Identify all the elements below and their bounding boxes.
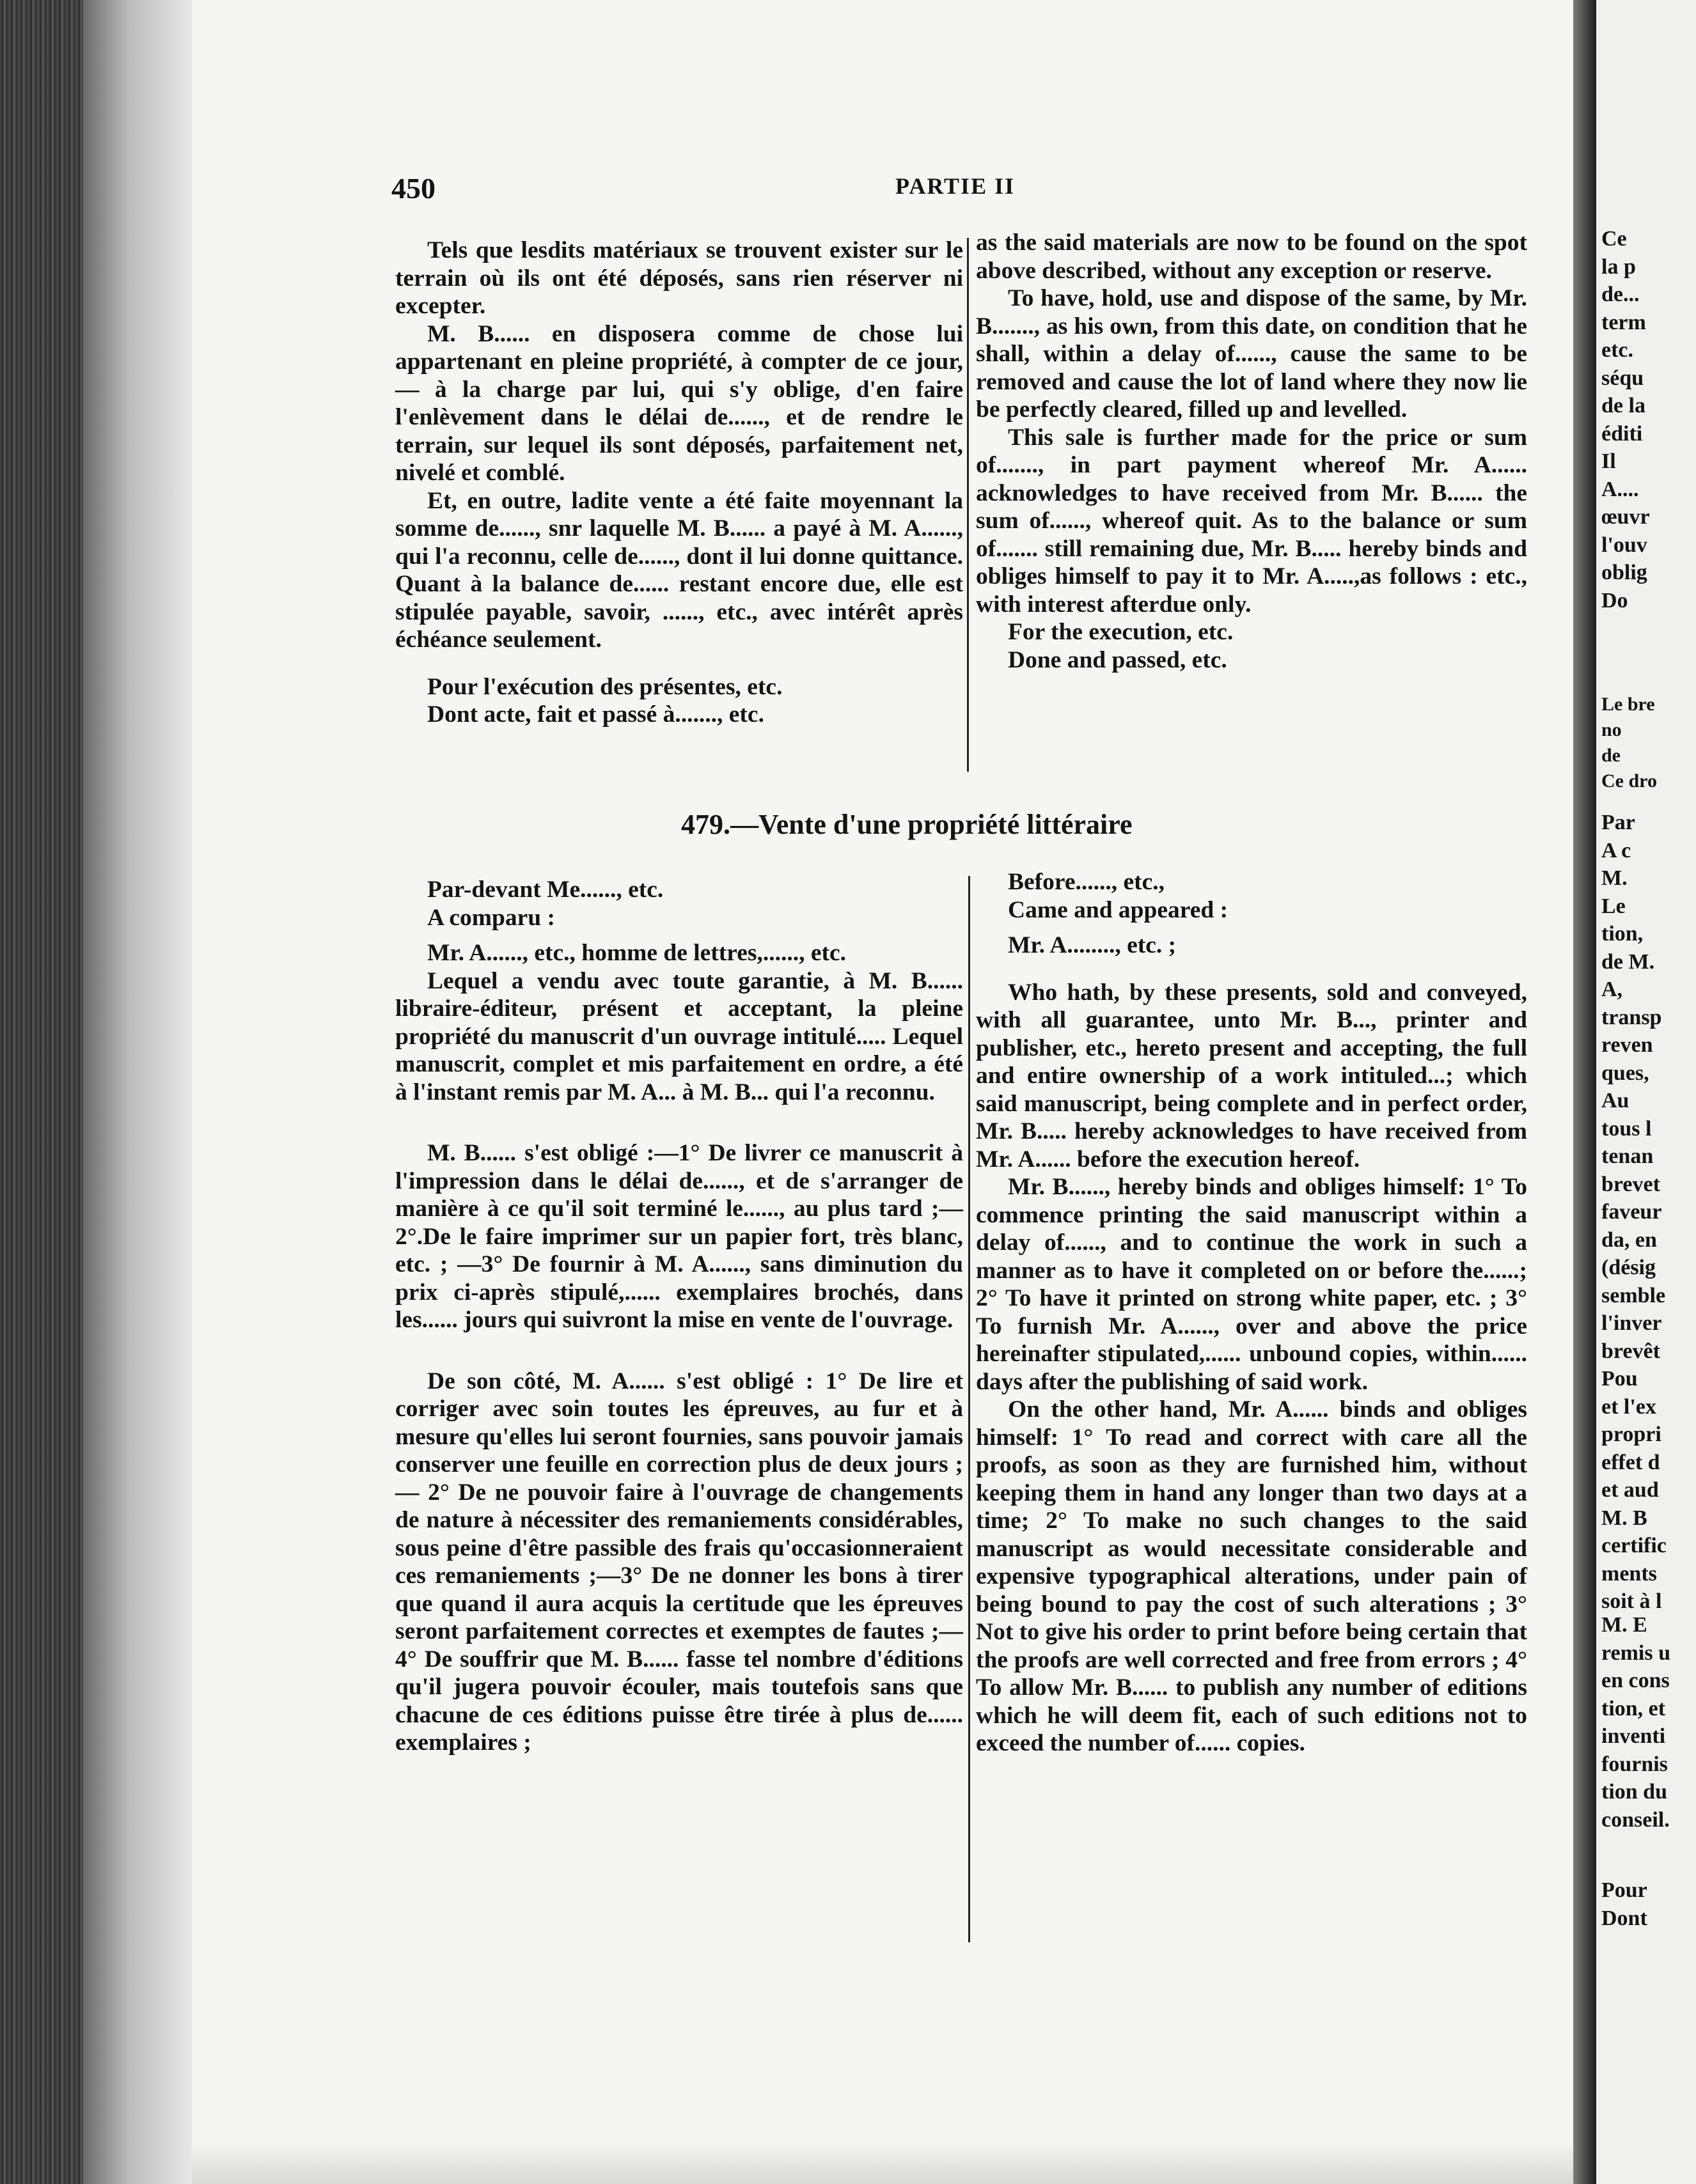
facing-page-line: Par xyxy=(1601,811,1635,834)
facing-page-line: da, en xyxy=(1601,1228,1657,1252)
materials-english-column xyxy=(976,229,1527,674)
facing-page-line: reven xyxy=(1601,1033,1653,1057)
facing-page-line: Ce dro xyxy=(1601,770,1657,792)
facing-page-line: etc. xyxy=(1601,338,1634,362)
book-page-edges xyxy=(0,0,83,2184)
facing-page-line: et l'ex xyxy=(1601,1394,1656,1419)
facing-page-line: M. xyxy=(1601,866,1628,890)
paragraph: De son côté, M. A...... s'est obligé : 1° De lire et corriger avec soin toutes les épreuves, au fur et à mesure qu'elles lui seront fournies, sans pouvoir jamais conserver une feuille en correction plus de deux jours ;— 2° De ne pouvoir faire à l'ouvrage de changements de nature à nécessiter des remaniements considérables, sous peine d'être passible des frais qu'occasionneraient ces remaniements ;—3° De ne donner les bons à tirer que quand il aura acquis la certitude que les épreuves seront parfaitement correctes et exemptes de fautes ;—4° De souffrir que M. B...... fasse tel nombre d'éditions qu'il jugera pouvoir écouler, mais toutefois sans que chacune de ces éditions puisse être tirée à plus de...... exemplaires ; xyxy=(395,1368,963,1756)
paragraph: A comparu : xyxy=(427,904,555,931)
facing-page-line: effet d xyxy=(1601,1450,1660,1474)
literary-english-column xyxy=(976,868,1527,1758)
facing-page-line: la p xyxy=(1601,254,1636,279)
paragraph: On the other hand, Mr. A...... binds and obliges himself: 1° To read and correct with care all the proofs, as soon as they are furnished him, without keeping them in hand any longer than two days at a time; 2° To make no such changes to the said manuscript as would necessitate considerable and expensive typographical alterations, under pain of being bound to pay the cost of such alterations ; 3° Not to give his order to print before being certain that the proofs are well corrected and free from errors ; 4° To allow Mr. B...... to publish any number of editions which he will deem fit, each of such editions not to exceed the number of...... copies. xyxy=(976,1396,1527,1756)
paragraph: Who hath, by these presents, sold and conveyed, with all guarantee, unto Mr. B..., printer and publisher, etc., hereto present and accepting, the full and entire ownership of a work intituled...; which said manuscript, being complete and in perfect order, Mr. B..... hereby acknowledges to have received from Mr. A...... before the execution hereof. xyxy=(976,979,1527,1173)
paragraph: Before......, etc., xyxy=(1008,869,1165,895)
paragraph: Mr. A......, etc., homme de lettres,......, etc. xyxy=(427,940,847,966)
materials-french-column xyxy=(395,237,963,729)
paragraph: Done and passed, etc. xyxy=(1008,646,1227,673)
facing-page-line: oblig xyxy=(1601,561,1647,584)
facing-page-line: ques, xyxy=(1601,1061,1649,1085)
facing-page-line: fournis xyxy=(1601,1752,1668,1776)
section-title: 479.—Vente d'une propriété littéraire xyxy=(681,809,1133,840)
facing-page-line: tion du xyxy=(1601,1780,1667,1804)
paragraph: Pour l'exécution des présentes, etc. xyxy=(427,673,783,700)
facing-page-line: (désig xyxy=(1601,1256,1656,1279)
facing-page-line: Au xyxy=(1601,1089,1629,1112)
facing-page-line: de... xyxy=(1601,283,1640,306)
paragraph: Lequel a vendu avec toute garantie, à M. B...... libraire-éditeur, présent et acceptant, la pleine propriété du manuscrit d'un ouvrage intitulé..... Lequel manuscrit, complet et mis parfaitement en ordre, a été à l'instant remis par M. A... à M. B... qui l'a reconnu. xyxy=(395,967,963,1105)
paragraph: M. B...... en disposera comme de chose lui appartenant en pleine propriété, à compter de ce jour, — à la charge par lui, qui s'y oblige, d'en faire l'enlèvement dans le délai de......, et de rendre le terrain, sur lequel ils sont déposés, parfaitement net, nivelé et comblé. xyxy=(395,320,963,486)
facing-page-line: A.... xyxy=(1601,477,1639,501)
facing-page-line: éditi xyxy=(1601,421,1643,446)
facing-page-line: M. E xyxy=(1601,1613,1647,1637)
paragraph: as the said materials are now to be found on the spot above described, without any exception or reserve. xyxy=(976,230,1527,284)
facing-page-line: œuvr xyxy=(1601,505,1650,529)
literary-french-column xyxy=(395,876,963,1757)
facing-page-line: term xyxy=(1601,310,1646,334)
paragraph: This sale is further made for the price or sum of......., in part payment whereof Mr. A...... acknowledges to have received from Mr. B...... the sum of......, whereof quit. As to the balance or sum of....... still remaining due, Mr. B..... hereby binds and obliges himself to pay it to Mr. A.....,as follows : etc., with interest afterdue only. xyxy=(976,424,1527,618)
facing-page-line: faveur xyxy=(1601,1200,1662,1224)
page-curl-shadow xyxy=(83,0,198,2184)
column-divider xyxy=(967,238,969,772)
facing-page-line: séqu xyxy=(1601,366,1644,390)
book-gutter xyxy=(1573,0,1596,2184)
paragraph: Came and appeared : xyxy=(1008,896,1229,923)
facing-page-line: remis u xyxy=(1601,1641,1670,1665)
facing-page-line: l'inver xyxy=(1601,1311,1662,1335)
facing-page-line: A, xyxy=(1601,978,1623,1001)
facing-page-line: certific xyxy=(1601,1534,1667,1557)
facing-page-line: tion, xyxy=(1601,922,1644,946)
facing-page-line: tion, et xyxy=(1601,1696,1666,1720)
facing-page xyxy=(1596,0,1696,2184)
paragraph: Tels que lesdits matériaux se trouvent exister sur le terrain où ils ont été déposés, sans rien réserver ni excepter. xyxy=(395,237,963,319)
facing-page-line: Do xyxy=(1601,588,1628,612)
facing-page-line: ments xyxy=(1601,1561,1657,1586)
facing-page-line: transp xyxy=(1601,1005,1662,1029)
facing-page-line: tenan xyxy=(1601,1144,1654,1168)
facing-page-line: brevet xyxy=(1601,1172,1660,1196)
facing-page-line: de M. xyxy=(1601,949,1655,974)
facing-page-line: Ce xyxy=(1601,227,1627,251)
facing-page-line: et aud xyxy=(1601,1478,1659,1502)
facing-page-line: conseil. xyxy=(1601,1807,1670,1832)
paragraph: Dont acte, fait et passé à......., etc. xyxy=(427,701,764,728)
facing-page-line: en cons xyxy=(1601,1669,1670,1692)
paragraph: For the execution, etc. xyxy=(1008,619,1234,645)
facing-page-line: Le xyxy=(1601,894,1626,918)
facing-page-line: M. B xyxy=(1601,1506,1647,1530)
paragraph: M. B...... s'est obligé :—1° De livrer ce manuscrit à l'impression dans le délai de......, et de s'arranger de manière à ce qu'il soit terminé le......, au plus tard ;—2°.De le faire imprimer sur un papier fort, très blanc, etc. ; —3° De fournir à M. A......, sans diminution du prix ci-après stipulé,...... exemplaires brochés, dans les...... jours qui suivront la mise en vente de l'ouvrage. xyxy=(395,1140,963,1333)
facing-page-line: brevêt xyxy=(1601,1339,1660,1363)
facing-page-line: de xyxy=(1601,745,1621,766)
page-number: 450 xyxy=(391,172,436,205)
facing-page-line: de la xyxy=(1601,394,1645,417)
facing-page-line: Pou xyxy=(1601,1367,1638,1391)
paragraph: To have, hold, use and dispose of the same, by Mr. B......., as his own, from this date, on condition that he shall, within a delay of......, cause the same to be removed and cause the lot of land where they now lie be perfectly cleared, filled up and levelled. xyxy=(976,285,1527,423)
paragraph: Par-devant Me......, etc. xyxy=(427,877,664,903)
facing-page-line: semble xyxy=(1601,1283,1666,1307)
facing-page-line: Il xyxy=(1601,449,1616,473)
facing-page-line: A c xyxy=(1601,838,1631,862)
paragraph: Mr. B......, hereby binds and obliges himself: 1° To commence printing the said manuscript within a delay of......, and to continue the work in such a manner as to have it completed on or before the......; 2° To have it printed on strong white paper, etc. ; 3° To furnish Mr. A......, over and above the price hereinafter stipulated,...... unbound copies, within...... days after the publishing of said work. xyxy=(976,1174,1527,1395)
running-head: PARTIE II xyxy=(895,173,1016,199)
facing-page-line: inventi xyxy=(1601,1724,1666,1748)
facing-page-line: Le bre xyxy=(1601,694,1655,715)
facing-page-line: Pour xyxy=(1601,1878,1647,1902)
facing-page-line: no xyxy=(1601,719,1622,740)
facing-page-line: Dont xyxy=(1601,1906,1647,1930)
facing-page-line: tous l xyxy=(1601,1116,1652,1141)
facing-page-line: propri xyxy=(1601,1423,1661,1446)
facing-page-line: l'ouv xyxy=(1601,533,1647,557)
facing-page-line: soit à l xyxy=(1601,1589,1662,1613)
paragraph: Et, en outre, ladite vente a été faite moyennant la somme de......, snr laquelle M. B...... a payé à M. A......, qui l'a reconnu, celle de......, dont il lui donne quittance. Quant à la balance de...... restant encore due, elle est stipulée payable, savoir, ......, etc., avec intérêt après échéance seulement. xyxy=(395,487,963,653)
page-bottom-shade xyxy=(192,2142,1573,2184)
paragraph: Mr. A........, etc. ; xyxy=(1008,932,1177,958)
column-divider xyxy=(968,876,970,1942)
